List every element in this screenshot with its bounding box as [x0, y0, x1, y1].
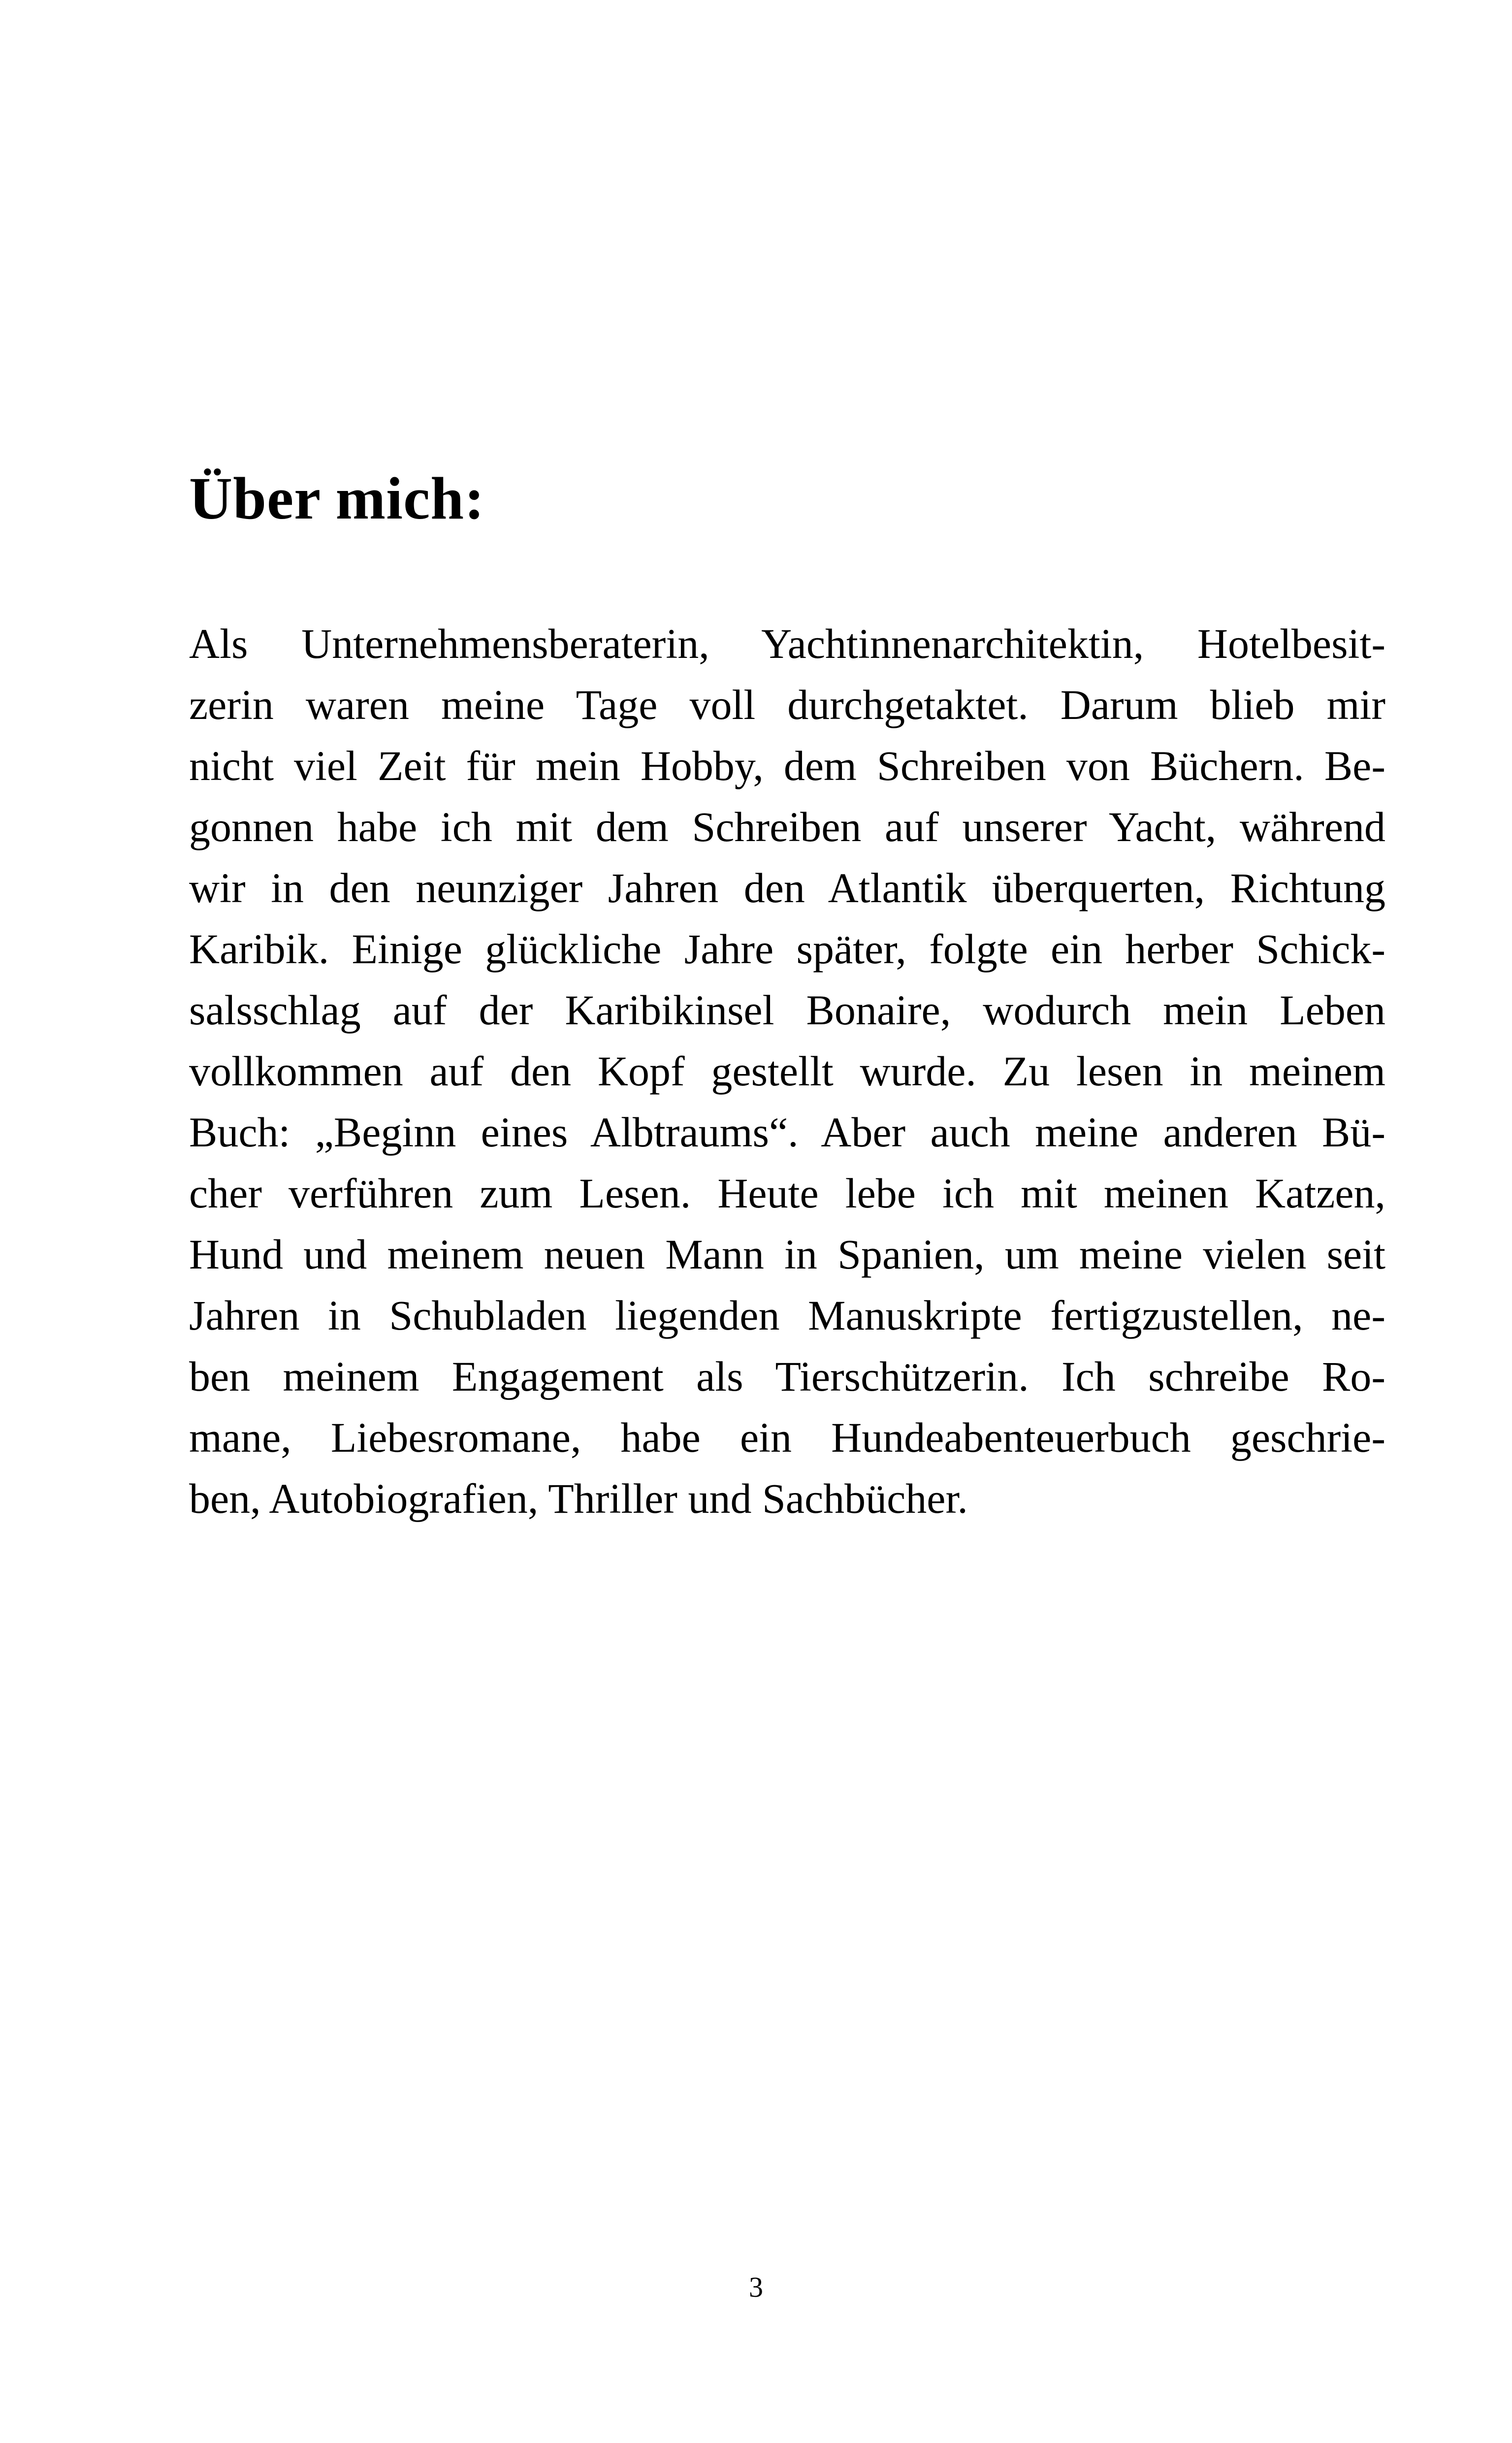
- biography-paragraph: [189, 613, 1385, 1529]
- paragraph-line: ben meinem Engagement als Tierschützerin. Ich schreibe Ro-: [189, 1353, 1385, 1400]
- paragraph-line: wir in den neunziger Jahren den Atlantik überquerten, Richtung: [189, 864, 1385, 912]
- paragraph-line: Karibik. Einige glückliche Jahre später, folgte ein herber Schick-: [189, 925, 1385, 973]
- paragraph-line: Als Unternehmensberaterin, Yachtinnenarchitektin, Hotelbesit-: [189, 620, 1385, 667]
- page-heading: Über mich:: [189, 465, 485, 532]
- paragraph-line: mane, Liebesromane, habe ein Hundeabenteuerbuch geschrie-: [189, 1414, 1385, 1461]
- page-number: 3: [749, 2271, 763, 2303]
- paragraph-line: gonnen habe ich mit dem Schreiben auf unserer Yacht, während: [189, 803, 1385, 850]
- paragraph-line: salsschlag auf der Karibikinsel Bonaire, wodurch mein Leben: [189, 986, 1385, 1034]
- paragraph-line: Buch: „Beginn eines Albtraums“. Aber auch meine anderen Bü-: [189, 1108, 1385, 1156]
- paragraph-line: Jahren in Schubladen liegenden Manuskripte fertigzustellen, ne-: [189, 1292, 1385, 1339]
- paragraph-line: Hund und meinem neuen Mann in Spanien, um meine vielen seit: [189, 1231, 1385, 1278]
- paragraph-line: nicht viel Zeit für mein Hobby, dem Schreiben von Büchern. Be-: [189, 742, 1385, 789]
- paragraph-line: ben, Autobiografien, Thriller und Sachbücher.: [189, 1475, 968, 1522]
- paragraph-line: cher verführen zum Lesen. Heute lebe ich mit meinen Katzen,: [189, 1170, 1385, 1217]
- paragraph-line: vollkommen auf den Kopf gestellt wurde. Zu lesen in meinem: [189, 1047, 1385, 1095]
- paragraph-line: zerin waren meine Tage voll durchgetaktet. Darum blieb mir: [189, 681, 1385, 728]
